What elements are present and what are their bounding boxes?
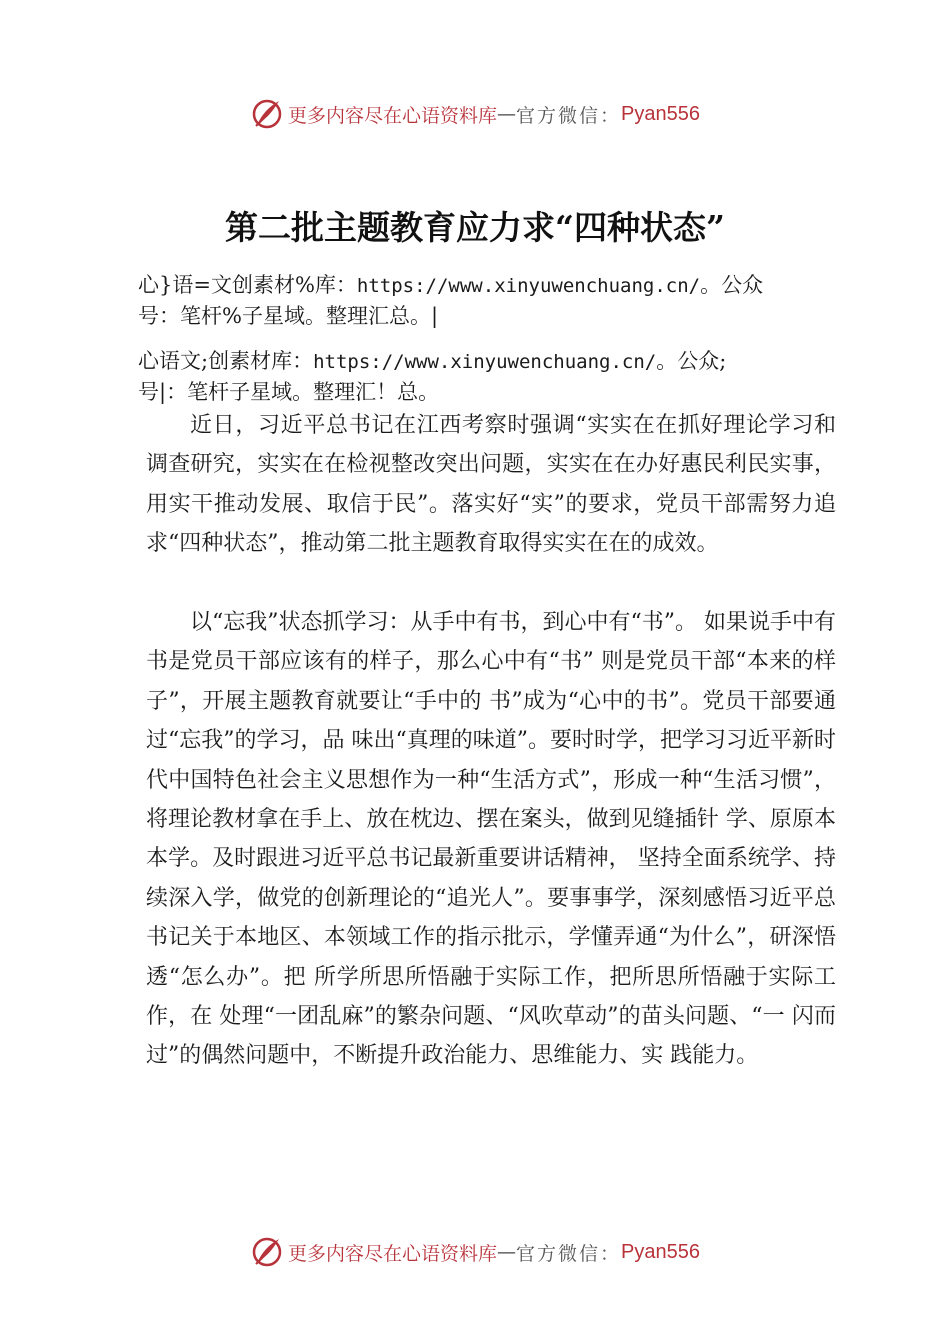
- source-note-1-line-2: 号：笔杆%子星域。整理汇总。|: [138, 304, 439, 328]
- banner-dash: —: [497, 103, 517, 125]
- body-paragraph-2: [146, 603, 836, 1076]
- banner-brand-text: 更多内容尽在心语资料库: [288, 104, 498, 127]
- paragraph-text: 近日，习近平总书记在江西考察时强调“实实在在抓好理论学习和调查研究，实实在在检视整改突出问题，实实在在办好惠民利民实事，用实干推动发展、取信于民”。落实好“实”的要求，党员干部需努力追求“四种状态”，推动第二批主题教育取得实实在在的成效。: [146, 413, 836, 557]
- source-url[interactable]: https://www.xinyuwenchuang.cn/: [313, 351, 657, 373]
- footer-banner: [0, 1230, 950, 1274]
- quill-pen-logo-icon: [250, 1235, 284, 1269]
- header-banner: [0, 92, 950, 136]
- source-note-1-line-1: 心}语=文创素材%库：https://www.xinyuwenchuang.cn/。公众: [138, 273, 764, 297]
- banner-wechat-id: Pyan556: [621, 102, 700, 125]
- banner-dash: —: [497, 1241, 517, 1263]
- source-note-2: [138, 346, 843, 407]
- banner-wechat-id: Pyan556: [621, 1240, 700, 1263]
- source-url[interactable]: https://www.xinyuwenchuang.cn/: [356, 275, 701, 297]
- banner-brand-text: 更多内容尽在心语资料库: [288, 1242, 498, 1265]
- paragraph-text: 以“忘我”状态抓学习：从手中有书，到心中有“书”。 如果说手中有书是党员干部应该有的样子，那么心中有“书” 则是党员干部“本来的样子”，开展主题教育就要让“手中的 书”成为“心中的书”。党员干部要通过“忘我”的学习，品 味出“真理的味道”。要时时学，把学习习近平新时代中国特色社会主义思想作为一种“生活方式”，形成一种“生活习惯”，将理论教材拿在手上、放在枕边、摆在案头，做到见缝插针 学、原原本本学。及时跟进习近平总书记最新重要讲话精神， 坚持全面系统学、持续深入学，做党的创新理论的“追光人”。要事事学，深刻感悟习近平总书记关于本地区、本领域工作的指示批示，学懂弄通“为什么”，研深悟透“怎么办”。把 所学所思所悟融于实际工作，把所思所悟融于实际工作，在 处理“一团乱麻”的繁杂问题、“风吹草动”的苗头问题、“一 闪而过”的偶然问题中，不断提升政治能力、思维能力、实 践能力。: [146, 610, 836, 1069]
- source-note-1: [138, 270, 843, 331]
- banner-official-label: 官方微信：: [516, 1242, 622, 1265]
- banner-official-label: 官方微信：: [516, 104, 622, 127]
- body-paragraph-1: [146, 406, 836, 564]
- document-title: 第二批主题教育应力求“四种状态”: [225, 208, 725, 247]
- quill-pen-logo-icon: [250, 97, 284, 131]
- source-note-2-line-1: 心语文;创素材库：https://www.xinyuwenchuang.cn/。公众;: [138, 349, 727, 373]
- source-note-2-line-2: 号|：笔杆子星域。整理汇！总。: [138, 380, 440, 404]
